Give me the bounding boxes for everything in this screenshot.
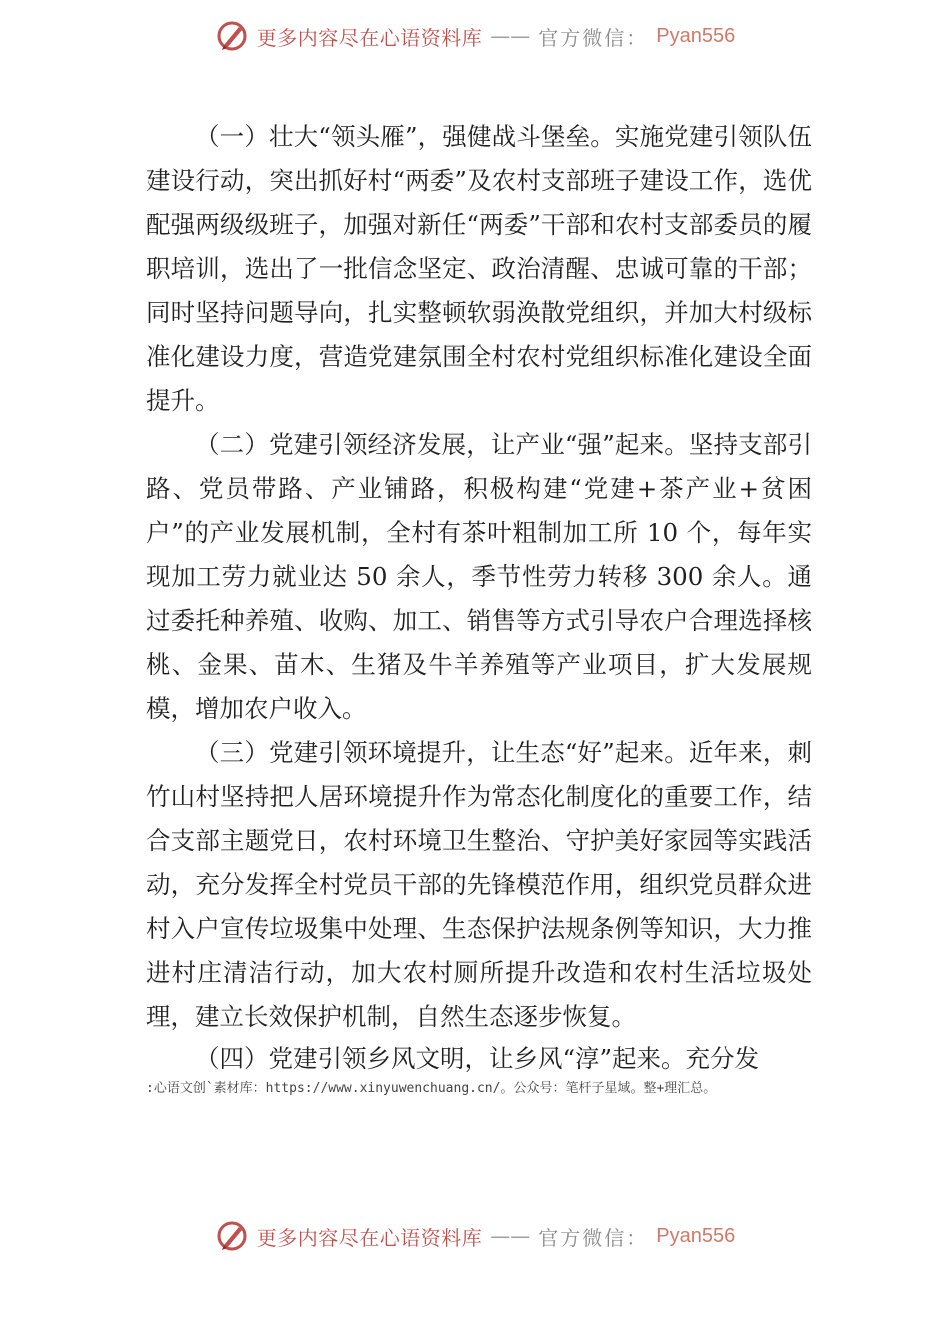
paragraph-3: （三）党建引领环境提升，让生态“好”起来。近年来，刺竹山村坚持把人居环境提升作为常态化制度化的重要工作，结合支部主题党日，农村环境卫生整治、守护美好家园等实践活动，充分发挥全村党员干部的先锋模范作用，组织党员群众进村入户宣传垃圾集中处理、生态保护法规条例等知识，大力推进村庄清洁行动，加大农村厕所提升改造和农村生活垃圾处理，建立长效保护机制，自然生态逐步恢复。	[146, 738, 812, 1031]
footer-brand-text: 更多内容尽在心语资料库	[256, 1225, 483, 1250]
footer-banner	[0, 1216, 950, 1256]
header-separator: ——	[490, 24, 531, 48]
header-brand-text: 更多内容尽在心语资料库	[256, 25, 483, 50]
paragraph-4: （四）党建引领乡风文明，让乡风“淳”起来。充分发	[195, 1044, 760, 1073]
footer-wechat-label: 官方微信：	[538, 1225, 649, 1250]
pen-logo-icon	[215, 1219, 249, 1253]
footer-separator: ——	[490, 1224, 531, 1248]
paragraph-1: （一）壮大“领头雁”，强健战斗堡垒。实施党建引领队伍建设行动，突出抓好村“两委”及农村支部班子建设工作，选优配强两级级班子，加强对新任“两委”干部和农村支部委员的履职培训，选出了一批信念坚定、政治清醒、忠诚可靠的干部；同时坚持问题导向，扎实整顿软弱涣散党组织，并加大村级标准化建设力度，营造党建氛围全村农村党组织标准化建设全面提升。	[146, 122, 812, 415]
source-line: :心语文创`素材库：https://www.xinyuwenchuang.cn/。公众号：笔杆子星域。整+理汇总。	[146, 1081, 717, 1096]
header-wechat-label: 官方微信：	[538, 25, 649, 50]
document-body	[146, 115, 812, 1079]
header-banner	[0, 16, 950, 56]
paragraph-2: （二）党建引领经济发展，让产业“强”起来。坚持支部引路、党员带路、产业铺路，积极构建“党建+茶产业+贫困户”的产业发展机制，全村有茶叶粗制加工所 10 个，每年实现加工劳力就业达 50 余人，季节性劳力转移 300 余人。通过委托种养殖、收购、加工、销售等方式引导农户合理选择核桃、金果、苗木、生猪及牛羊养殖等产业项目，扩大发展规模，增加农户收入。	[146, 430, 812, 723]
pen-logo-icon	[215, 19, 249, 53]
footer-wechat-id: Pyan556	[656, 1224, 736, 1247]
header-wechat-id: Pyan556	[656, 24, 736, 47]
